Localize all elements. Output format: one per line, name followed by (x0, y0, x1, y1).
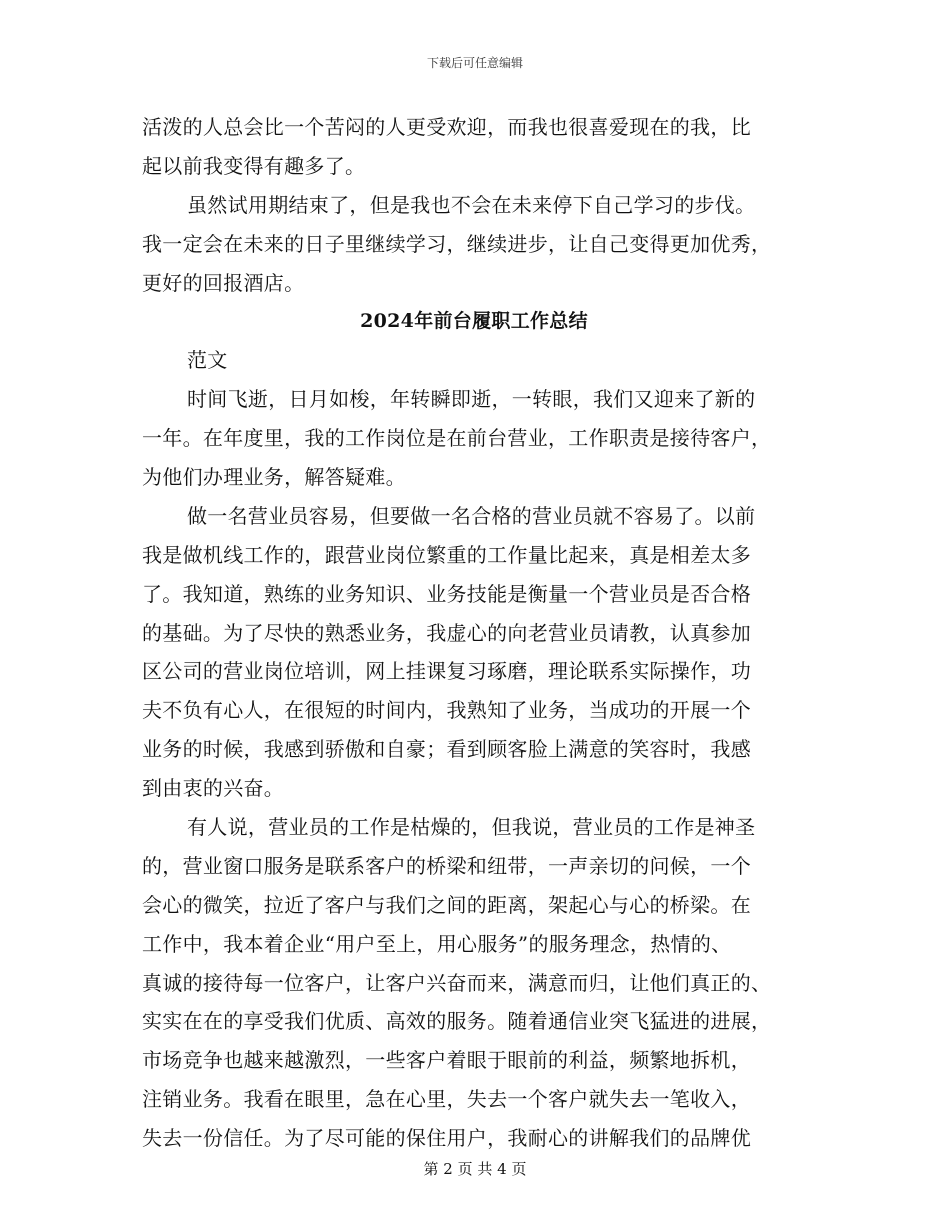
text-line: 虽然试用期结束了，但是我也不会在未来停下自己学习的步伐。 (187, 192, 756, 217)
text-line: 范文 (187, 348, 228, 373)
text-line: 活泼的人总会比一个苦闷的人更受欢迎，而我也很喜爱现在的我，比 (142, 115, 751, 139)
text-line: 更好的回报酒店。 (142, 270, 305, 295)
text-line: 的，营业窗口服务是联系客户的桥梁和纽带，一声亲切的问候，一个 (142, 853, 751, 878)
text-line: 区公司的营业岗位培训，网上挂课复习琢磨，理论联系实际操作，功 (142, 659, 751, 684)
text-line: 业务的时候，我感到骄傲和自豪；看到顾客脸上满意的笑容时，我感 (142, 737, 751, 762)
page-header: 下载后可任意编辑 (426, 56, 523, 70)
text-line: 时间飞逝，日月如梭，年转瞬即逝，一转眼，我们又迎来了新的 (187, 387, 756, 412)
text-line: 做一名营业员容易，但要做一名合格的营业员就不容易了。以前 (187, 503, 756, 528)
text-line: 的基础。为了尽快的熟悉业务，我虚心的向老营业员请教，认真参加 (142, 620, 751, 645)
text-line: 起以前我变得有趣多了。 (142, 153, 366, 178)
section-title: 2024年前台履职工作总结 (360, 310, 588, 333)
text-line: 注销业务。我看在眼里，急在心里，失去一个客户就失去一笔收入， (142, 1087, 751, 1112)
text-line: 实实在在的享受我们优质、高效的服务。随着通信业突飞猛进的进展， (142, 1009, 772, 1034)
text-line: 失去一份信任。为了尽可能的保住用户，我耐心的讲解我们的品牌优 (142, 1126, 751, 1151)
text-line: 了。我知道，熟练的业务知识、业务技能是衡量一个营业员是否合格 (142, 581, 751, 606)
text-line: 市场竞争也越来越激烈，一些客户着眼于眼前的利益，频繁地拆机， (142, 1048, 751, 1073)
text-line: 夫不负有心人，在很短的时间内，我熟知了业务，当成功的开展一个 (142, 698, 751, 723)
text-line: 会心的微笑，拉近了客户与我们之间的距离，架起心与心的桥梁。在 (142, 892, 751, 917)
document-body (142, 108, 806, 1158)
text-line: 真诚的接待每一位客户，让客户兴奋而来，满意而归，让他们真正的、 (142, 970, 772, 995)
text-line: 工作中，我本着企业“用户至上，用心服务”的服务理念，热情的、 (142, 931, 732, 956)
text-line: 为他们办理业务，解答疑难。 (142, 465, 406, 490)
text-line: 有人说，营业员的工作是枯燥的，但我说，营业员的工作是神圣 (187, 815, 756, 840)
text-line: 我一定会在未来的日子里继续学习，继续进步，让自己变得更加优秀， (142, 231, 772, 256)
text-line: 到由衷的兴奋。 (142, 776, 285, 801)
page-footer: 第 2 页 共 4 页 (423, 1160, 527, 1178)
text-line: 一年。在年度里，我的工作岗位是在前台营业，工作职责是接待客户， (142, 426, 772, 451)
text-line: 我是做机线工作的，跟营业岗位繁重的工作量比起来，真是相差太多 (142, 542, 751, 567)
